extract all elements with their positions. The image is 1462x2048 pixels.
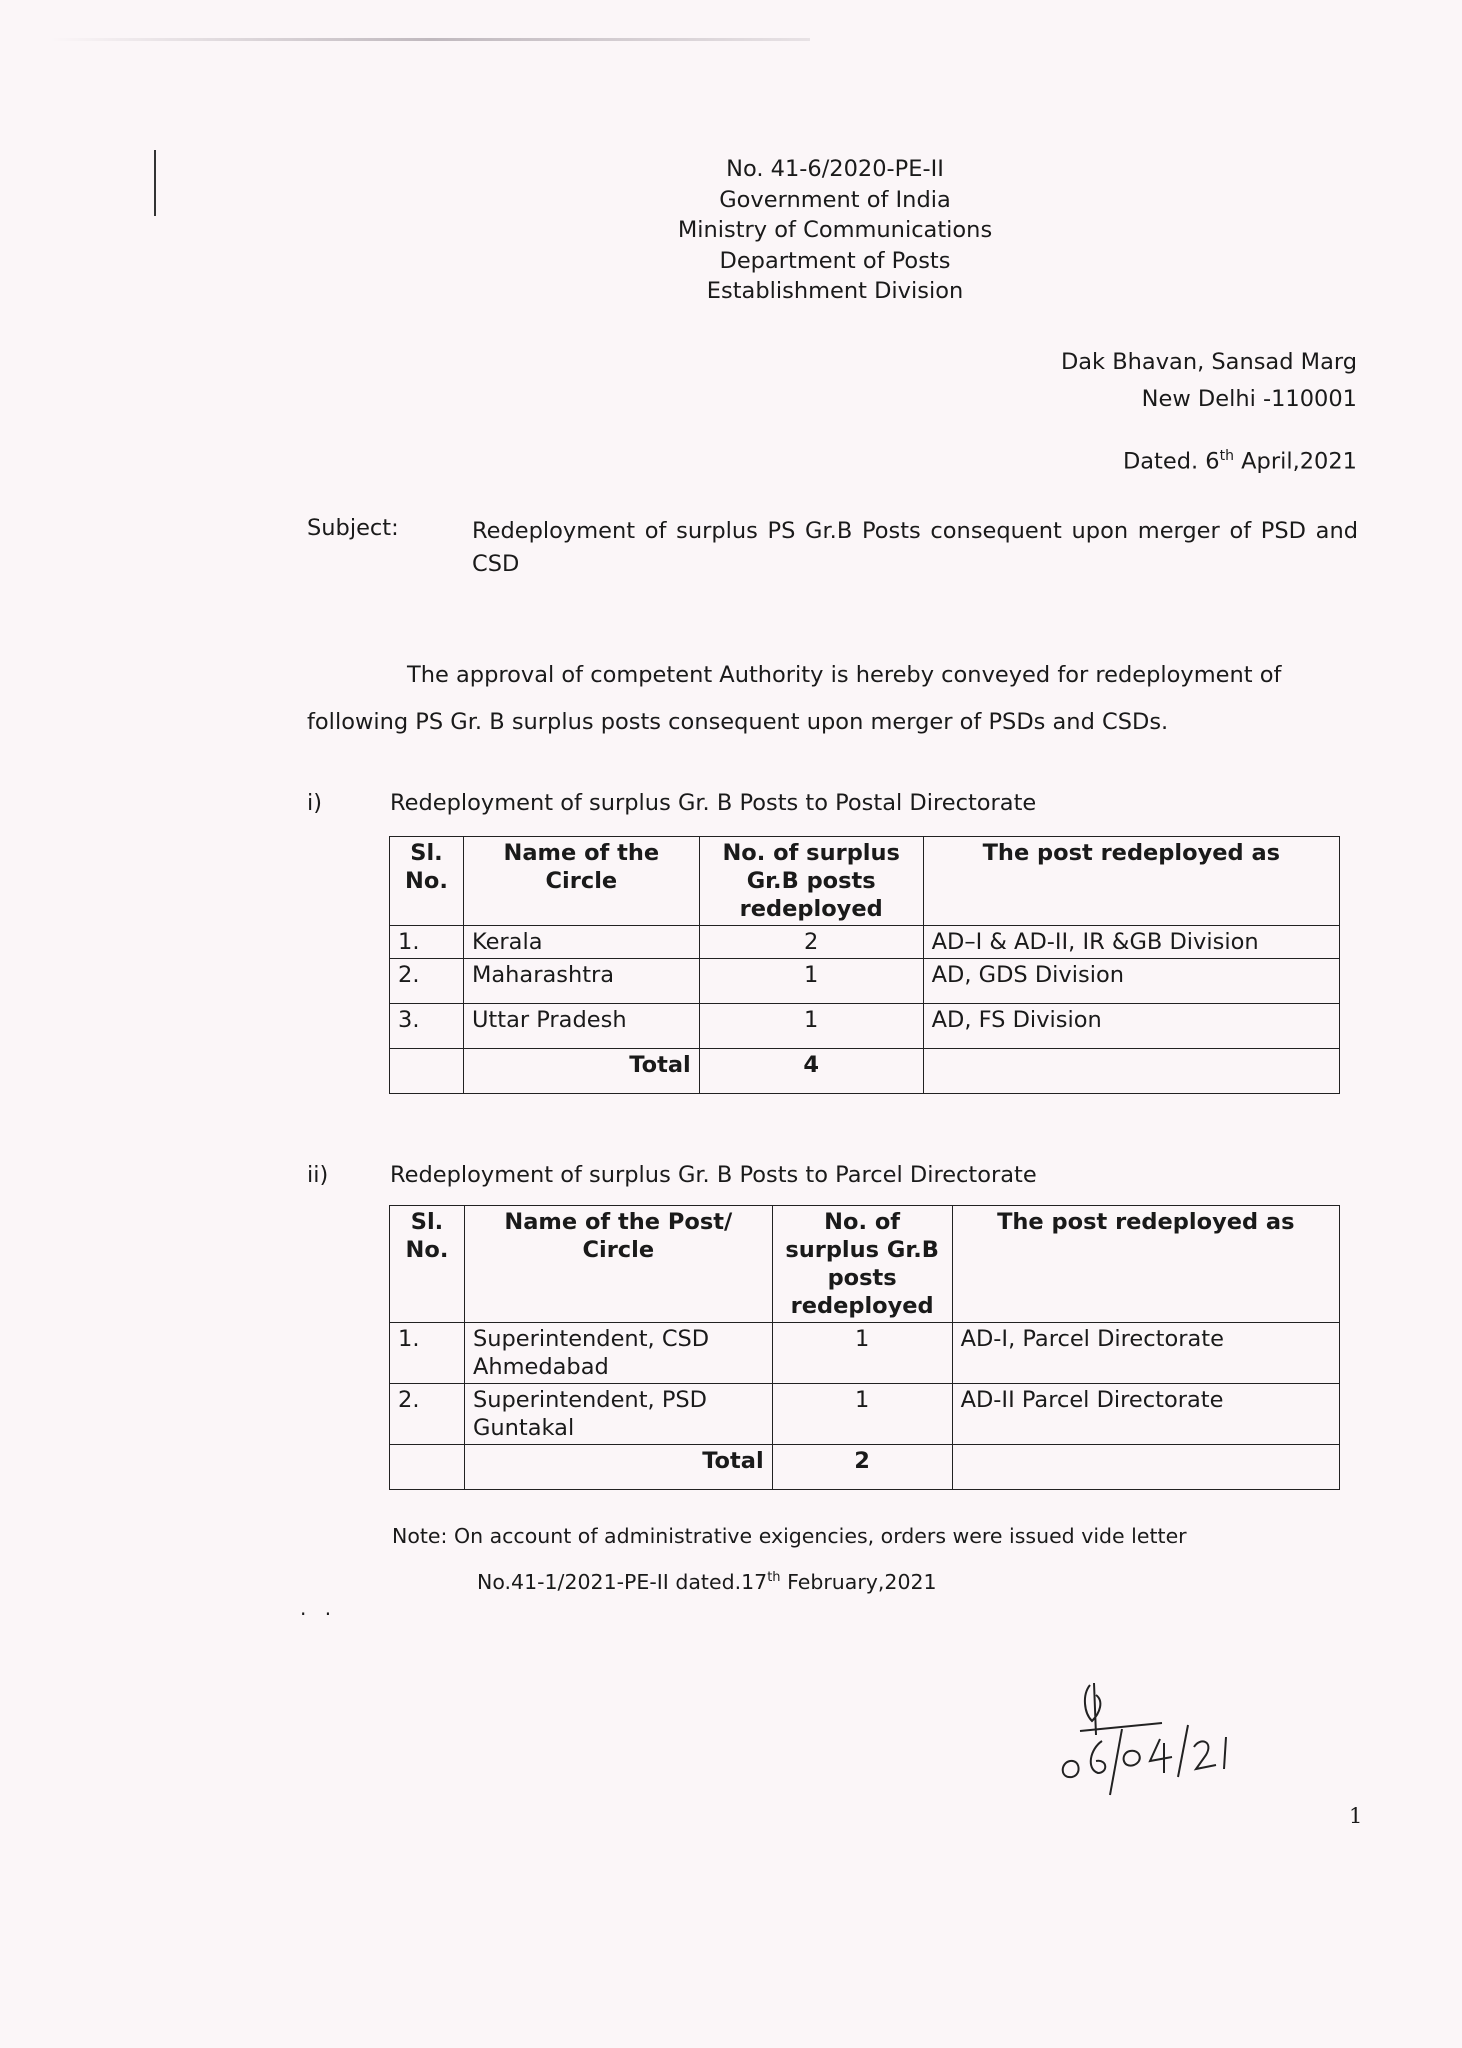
- cell-post: AD, FS Division: [923, 1004, 1339, 1049]
- cell-count: 2: [699, 926, 923, 959]
- letterhead: [640, 154, 1030, 307]
- section-1-title: Redeployment of surplus Gr. B Posts to Postal Directorate: [390, 790, 1037, 816]
- division-line: Establishment Division: [706, 278, 964, 304]
- parcel-directorate-table: [389, 1205, 1340, 1490]
- handwritten-signature: [1050, 1665, 1240, 1809]
- note-line-2-suffix: February,2021: [780, 1569, 937, 1594]
- note-block: [392, 1515, 1187, 1603]
- cell-post: AD-I, Parcel Directorate: [952, 1323, 1339, 1384]
- section-2-title: Redeployment of surplus Gr. B Posts to Parcel Directorate: [390, 1162, 1037, 1188]
- cell-count: 1: [772, 1384, 952, 1445]
- section-2-number: ii): [307, 1162, 329, 1188]
- note-line-2-prefix: No.41-1/2021-PE-II dated.17: [477, 1569, 768, 1594]
- total-row: [390, 1049, 1340, 1094]
- cell-empty: [923, 1049, 1339, 1094]
- subject-text: Redeployment of surplus PS Gr.B Posts consequent upon merger of PSD and CSD: [472, 518, 1358, 577]
- cell-name: Kerala: [463, 926, 699, 959]
- cell-count: 1: [699, 1004, 923, 1049]
- margin-mark: [154, 150, 156, 216]
- table-row: [390, 1004, 1340, 1049]
- header-count: No. of surplus Gr.B posts redeployed: [772, 1206, 952, 1323]
- note-line-2-sup: th: [767, 1570, 781, 1585]
- cell-name: Superintendent, CSD Ahmedabad: [464, 1323, 772, 1384]
- cell-empty: [390, 1049, 464, 1094]
- signature-graphic: [1050, 1665, 1240, 1805]
- cell-sl: 2.: [390, 1384, 465, 1445]
- scan-artifact: [50, 38, 810, 41]
- date-suffix: April,2021: [1234, 448, 1357, 475]
- stray-marks: . .: [300, 1596, 338, 1620]
- cell-empty: [952, 1445, 1339, 1490]
- header-post: The post redeployed as: [952, 1206, 1339, 1323]
- cell-count: 1: [772, 1323, 952, 1384]
- cell-name: Uttar Pradesh: [463, 1004, 699, 1049]
- section-1-number: i): [307, 790, 323, 816]
- address-block: [1061, 344, 1357, 418]
- total-label: Total: [464, 1445, 772, 1490]
- address-line-2: New Delhi -110001: [1141, 386, 1357, 412]
- cell-post: AD–I & AD-II, IR &GB Division: [923, 926, 1339, 959]
- table-header-row: [390, 837, 1340, 926]
- address-line-1: Dak Bhavan, Sansad Marg: [1060, 349, 1357, 375]
- header-sl-no: Sl. No.: [390, 837, 464, 926]
- total-value: 4: [699, 1049, 923, 1094]
- date-sup: th: [1219, 448, 1234, 464]
- date-prefix: Dated. 6: [1122, 448, 1220, 475]
- cell-sl: 1.: [390, 1323, 465, 1384]
- note-line-1: Note: On account of administrative exigencies, orders were issued vide letter: [392, 1524, 1187, 1548]
- header-name: Name of the Circle: [463, 837, 699, 926]
- header-sl-no: Sl. No.: [390, 1206, 465, 1323]
- cell-name: Superintendent, PSD Guntakal: [464, 1384, 772, 1445]
- cell-sl: 3.: [390, 1004, 464, 1049]
- cell-post: AD, GDS Division: [923, 959, 1339, 1004]
- cell-sl: 2.: [390, 959, 464, 1004]
- table-header-row: [390, 1206, 1340, 1323]
- cell-empty: [390, 1445, 465, 1490]
- cell-post: AD-II Parcel Directorate: [952, 1384, 1339, 1445]
- file-number: No. 41-6/2020-PE-II: [726, 156, 944, 182]
- body-line-1: The approval of competent Authority is hereby conveyed for redeployment of: [407, 662, 1282, 688]
- cell-sl: 1.: [390, 926, 464, 959]
- header-post: The post redeployed as: [923, 837, 1339, 926]
- total-row: [390, 1445, 1340, 1490]
- table-row: [390, 926, 1340, 959]
- department-line: Department of Posts: [719, 247, 951, 274]
- cell-count: 1: [699, 959, 923, 1004]
- government-line: Government of India: [719, 186, 951, 213]
- total-value: 2: [772, 1445, 952, 1490]
- postal-directorate-table: [389, 836, 1340, 1094]
- header-name: Name of the Post/ Circle: [464, 1206, 772, 1323]
- date-line: [1123, 448, 1357, 475]
- header-count: No. of surplus Gr.B posts redeployed: [699, 837, 923, 926]
- total-label: Total: [463, 1049, 699, 1094]
- table-row: [390, 1323, 1340, 1384]
- subject-label: Subject:: [307, 515, 399, 541]
- page-number: 1: [1349, 1804, 1363, 1828]
- table-row: [390, 959, 1340, 1004]
- table-row: [390, 1384, 1340, 1445]
- body-paragraph: [307, 652, 1358, 746]
- cell-name: Maharashtra: [463, 959, 699, 1004]
- body-line-2: following PS Gr. B surplus posts consequent upon merger of PSDs and CSDs.: [307, 709, 1169, 735]
- note-line-2: [392, 1557, 1187, 1603]
- ministry-line: Ministry of Communications: [677, 217, 993, 243]
